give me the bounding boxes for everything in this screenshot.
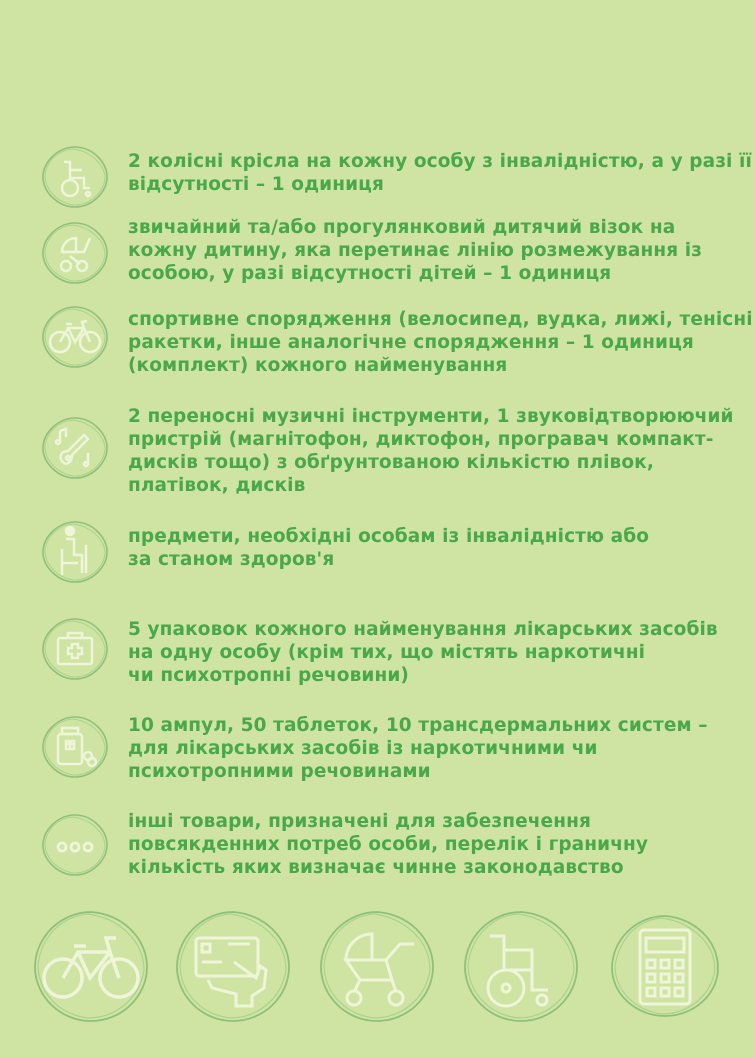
guitar-music-icon [40, 415, 110, 481]
item-text: 10 ампул, 50 таблеток, 10 трансдермальних систем – для лікарських засобів із наркотичними чи психотропними речовинами [128, 715, 708, 782]
item-text: 2 переносні музичні інструменти, 1 звуковідтворюючий пристрій (магнітофон, диктофон, програвач компакт- дисків тощо) з обґрунтованою кількістю плівок, платівок, дисків [128, 406, 734, 496]
decorative-icon-row [0, 900, 755, 1040]
first-aid-kit-icon [40, 616, 110, 682]
calculator-icon [604, 908, 726, 1026]
item-text: спортивне спорядження (велосипед, вудка, лижі, тенісні ракетки, інше аналогічне спорядження – 1 одиниця (комплект) кожного найменування [128, 309, 753, 376]
more-dots-icon [40, 812, 110, 878]
wheelchair-icon [40, 144, 110, 210]
seated-person-cane-icon [40, 519, 110, 585]
baby-stroller-icon [40, 220, 110, 286]
wheelchair-icon [460, 908, 582, 1026]
baby-stroller-icon [316, 908, 438, 1026]
item-text: звичайний та/або прогулянковий дитячий візок на кожну дитину, яка перетинає лінію розмежування із особою, у разі відсутності дітей – 1 одиниця [128, 217, 703, 284]
card-payment-hand-icon [172, 908, 294, 1026]
item-text: інші товари, призначені для забезпечення повсякденних потреб особи, перелік і граничну кількість яких визначає чинне законодавство [128, 811, 649, 878]
item-text: предмети, необхідні особам із інвалідністю або за станом здоров'я [128, 526, 650, 570]
item-text: 5 упаковок кожного найменування лікарських засобів на одну особу (крім тих, що містять наркотичні чи психотропні речовини) [128, 619, 718, 686]
item-text: 2 колісні крісла на кожну особу з інвалідністю, а у разі її відсутності – 1 одиниця [128, 151, 752, 195]
bicycle-icon [30, 908, 152, 1026]
bicycle-icon [40, 304, 110, 370]
medicine-bottle-pills-icon [40, 714, 110, 780]
